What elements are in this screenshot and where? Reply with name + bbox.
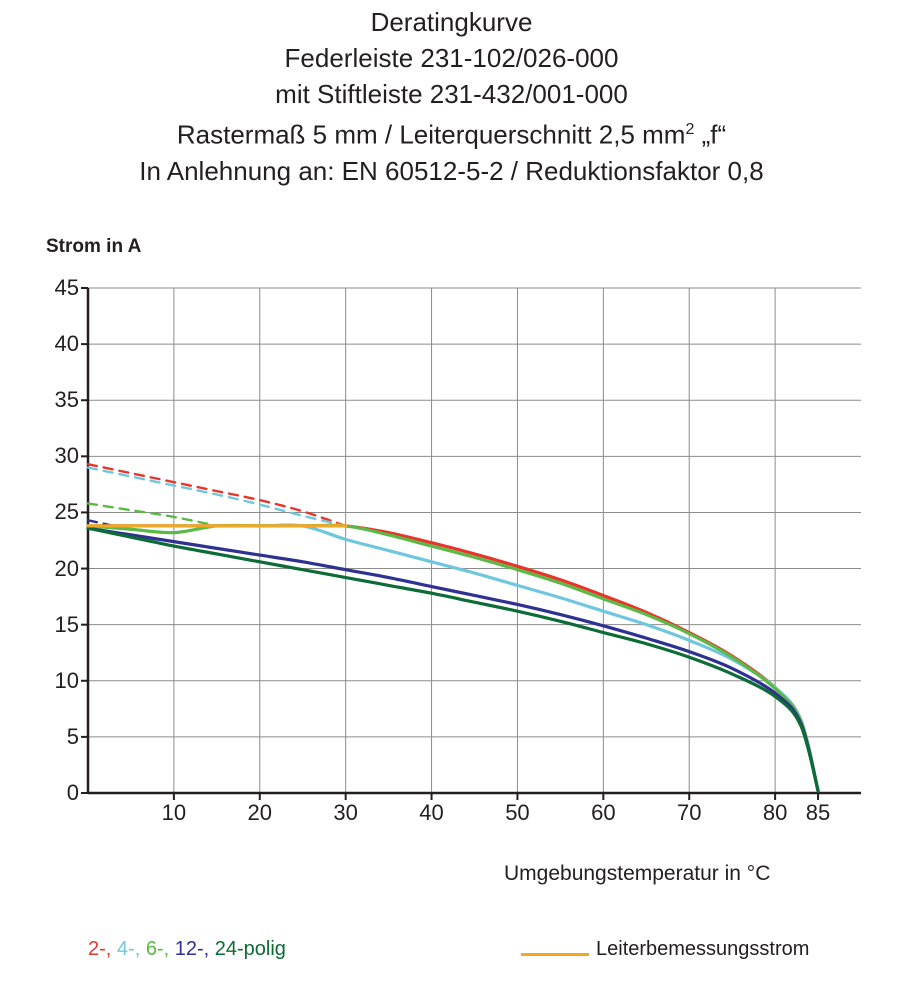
chart-title-block: [0, 4, 903, 189]
title-line-5: In Anlehnung an: EN 60512-5-2 / Reduktionsfaktor 0,8: [139, 155, 764, 186]
y-tick-label-5: 25: [54, 499, 79, 525]
chart-gridlines: [88, 288, 861, 793]
y-tick-label-1: 5: [66, 723, 79, 749]
y-tick-label-4: 20: [54, 555, 79, 581]
x-tick-label-1: 20: [247, 800, 273, 825]
legend-rated-current-label: Leiterbemessungsstrom: [596, 938, 810, 960]
y-tick-label-3: 15: [54, 611, 79, 637]
y-tick-label-8: 40: [54, 331, 79, 357]
x-tick-label-0: 10: [161, 800, 187, 825]
chart-plot-area: [54, 275, 861, 825]
chart-legend: [0, 930, 903, 980]
title-line-4-post: „f“: [694, 119, 727, 150]
title-line-4-sup: 2: [685, 121, 695, 138]
legend-poles: [88, 938, 286, 961]
y-tick-label-6: 30: [54, 443, 79, 469]
x-tick-label-4: 50: [505, 800, 530, 825]
title-line-1: Deratingkurve: [370, 7, 533, 37]
legend-pole-4: 24-polig: [214, 938, 286, 960]
x-tick-label-6: 70: [676, 800, 702, 825]
series-line-5: [88, 503, 217, 525]
title-line-2: Federleiste 231-102/026-000: [284, 43, 619, 73]
y-tick-label-7: 35: [54, 387, 79, 413]
series-line-3: [88, 468, 346, 526]
legend-pole-2: 6-,: [145, 938, 175, 960]
chart-svg: [88, 288, 861, 793]
title-line-3: mit Stiftleiste 231-432/001-000: [275, 79, 628, 109]
y-axis-label: Strom in A: [46, 236, 142, 257]
title-line-4-pre: Rastermaß 5 mm / Leiterquerschnitt 2,5 mm: [176, 119, 686, 150]
legend-pole-1: 4-,: [116, 938, 146, 960]
legend-pole-3: 12-,: [174, 938, 215, 960]
legend-rated-current-line: [521, 953, 589, 956]
x-tick-label-3: 40: [419, 800, 444, 825]
x-axis-label: Umgebungstemperatur in °C: [504, 862, 771, 885]
x-tick-label-2: 30: [333, 800, 358, 825]
x-tick-label-8: 85: [805, 800, 831, 825]
x-tick-label-5: 60: [591, 800, 616, 825]
legend-pole-0: 2-,: [88, 938, 117, 960]
y-tick-label-0: 0: [66, 780, 79, 805]
y-tick-label-2: 10: [54, 667, 79, 693]
title-line-4: [0, 112, 903, 153]
y-tick-label-9: 45: [54, 275, 79, 300]
x-tick-label-7: 80: [762, 800, 788, 825]
